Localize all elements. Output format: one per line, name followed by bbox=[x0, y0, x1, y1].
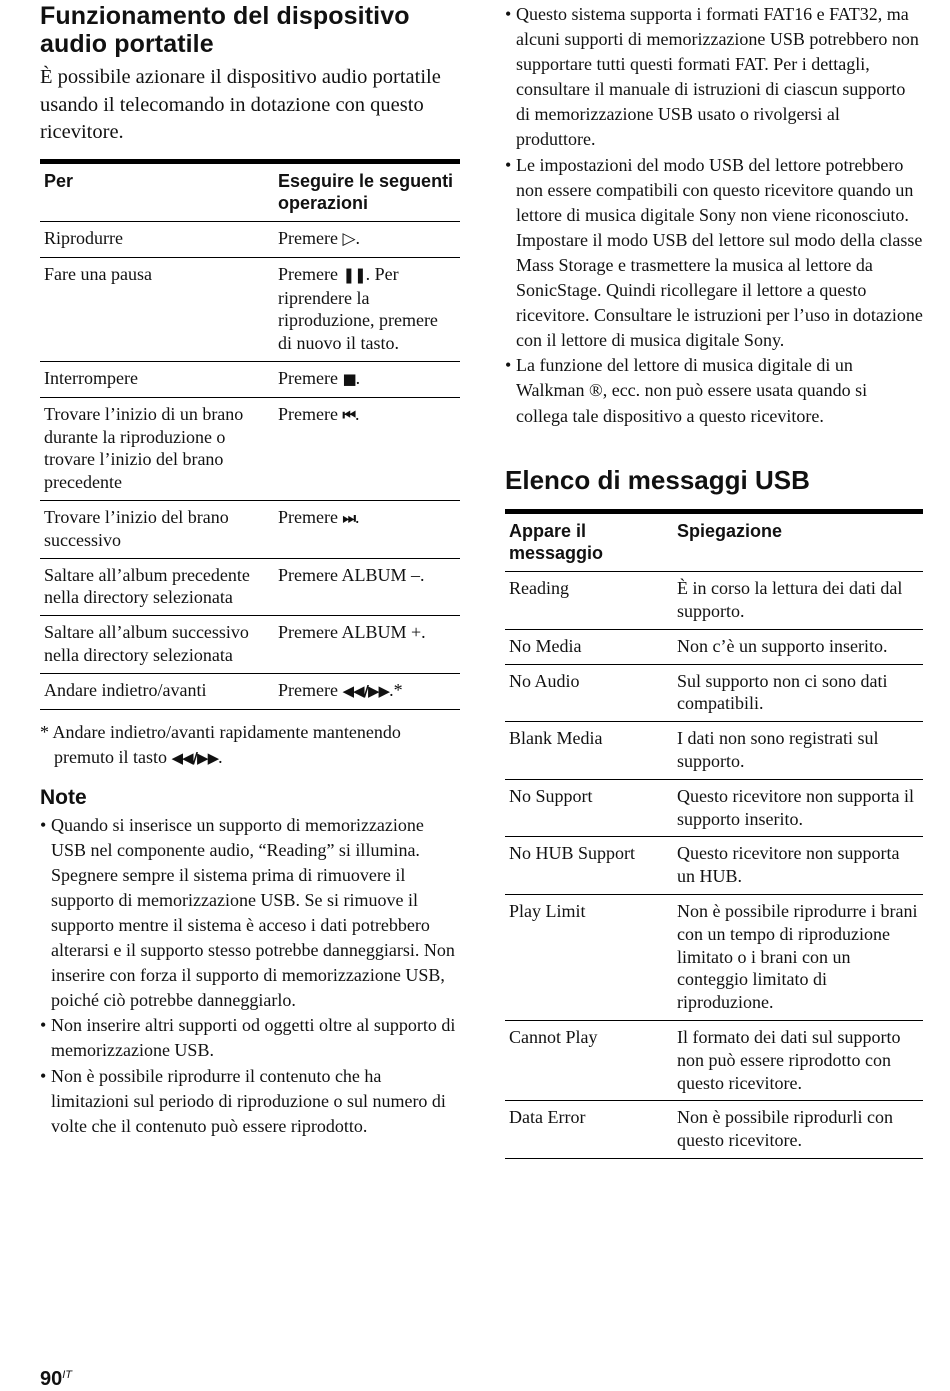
explanation-cell: I dati non sono registrati sul supporto. bbox=[677, 728, 879, 771]
section-title-portable-audio: Funzionamento del dispositivo audio portatile bbox=[40, 2, 410, 58]
operation-cell bbox=[274, 257, 460, 361]
message-cell: Data Error bbox=[509, 1107, 586, 1128]
note-heading: Note bbox=[40, 785, 87, 809]
operation-text: . bbox=[354, 507, 360, 528]
operation-cell: Premere ALBUM –. bbox=[278, 564, 425, 585]
explanation-cell: Questo ricevitore non supporta il supporto inserito. bbox=[677, 785, 914, 829]
table-row bbox=[40, 222, 460, 258]
message-cell: Play Limit bbox=[509, 900, 586, 921]
pause-icon: ❚❚ bbox=[342, 265, 366, 284]
table-row bbox=[40, 673, 460, 709]
column-header-explanation: Spiegazione bbox=[677, 520, 783, 541]
table-row bbox=[505, 837, 923, 895]
page-language-suffix: IT bbox=[62, 1369, 73, 1381]
explanation-cell: È in corso la lettura dei dati dal supporto. bbox=[677, 578, 903, 621]
table-row bbox=[505, 664, 923, 722]
rewind-forward-icon: ◀◀/▶▶ bbox=[342, 681, 390, 700]
operation-text: Premere bbox=[278, 368, 343, 389]
right-column bbox=[505, 2, 923, 1159]
footnote-text: . bbox=[218, 746, 223, 767]
next-icon: ⏭ bbox=[342, 509, 355, 528]
action-cell: Saltare all’album precedente nella directory selezionata bbox=[44, 564, 250, 608]
page-number bbox=[40, 1368, 72, 1391]
operation-cell bbox=[274, 362, 460, 398]
list-item: • Non inserire altri supporti od oggetti oltre al supporto di memorizzazione USB. bbox=[40, 1013, 460, 1063]
action-cell: Andare indietro/avanti bbox=[44, 679, 207, 700]
stop-icon: ■ bbox=[342, 370, 356, 389]
table-row bbox=[40, 501, 460, 559]
table-row bbox=[505, 779, 923, 837]
message-cell: No Audio bbox=[509, 670, 580, 691]
explanation-cell: Non è possibile riprodurre i brani con un tempo di riproduzione limitato o i brani con un conteggio limitato di riproduzione. bbox=[677, 900, 918, 1013]
operation-text: Premere bbox=[278, 679, 343, 700]
column-header-message: Appare il messaggio bbox=[509, 520, 604, 564]
left-column bbox=[40, 2, 460, 1139]
list-item: • Le impostazioni del modo USB del lettore potrebbero non essere compatibili con questo ricevitore quando un lettore di musica digitale Sony non viene riconosciuto. Impostare il modo USB del lettore sul modo della classe Mass Storage e trasmettere la musica al lettore da SonicStage. Quindi ricollegare il lettore a questo ricevitore. Consultare le istruzioni per l’uso in dotazione con il lettore di musica digitale Sony. bbox=[505, 153, 923, 354]
table-row bbox=[40, 362, 460, 398]
operation-text: . Per riprendere la riproduzione, premere di nuovo il tasto. bbox=[278, 263, 438, 354]
note-list bbox=[40, 813, 460, 1139]
action-cell: Riprodurre bbox=[44, 228, 123, 249]
action-cell: Interrompere bbox=[44, 368, 138, 389]
message-cell: Blank Media bbox=[509, 728, 603, 749]
operation-text: Premere bbox=[278, 403, 343, 424]
explanation-cell: Sul supporto non ci sono dati compatibili. bbox=[677, 670, 888, 714]
rewind-forward-icon: ◀◀/▶▶ bbox=[171, 748, 219, 767]
note-list-continued bbox=[505, 2, 923, 429]
operation-cell bbox=[274, 501, 460, 559]
table-row bbox=[505, 894, 923, 1020]
operation-text: Premere bbox=[278, 228, 343, 249]
table-row bbox=[505, 722, 923, 780]
footnote-text: * Andare indietro/avanti rapidamente mantenendo premuto il tasto bbox=[40, 721, 401, 767]
table-row bbox=[40, 397, 460, 500]
operation-cell bbox=[274, 222, 460, 258]
table-row bbox=[505, 572, 923, 630]
operation-text: . bbox=[355, 368, 361, 389]
list-item: • Quando si inserisce un supporto di memorizzazione USB nel componente audio, “Reading” si illumina. Spegnere sempre il sistema prima di rimuovere il supporto di memorizzazione USB. Se si rimuove il supporto mentre il sistema è acceso i dati potrebbero alterarsi e il supporto stesso potrebbe danneggiarsi. Non inserire con forza il supporto di memorizzazione USB, poiché ciò potrebbe danneggiarlo. bbox=[40, 813, 460, 1014]
operation-text: . bbox=[355, 228, 361, 249]
explanation-cell: Il formato dei dati sul supporto non può essere riprodotto con questo ricevitore. bbox=[677, 1026, 901, 1093]
column-header-operations: Eseguire le seguenti operazioni bbox=[278, 170, 454, 214]
table-row bbox=[40, 558, 460, 616]
table-row bbox=[40, 616, 460, 674]
operation-cell bbox=[274, 397, 460, 500]
page-number-value: 90 bbox=[40, 1368, 63, 1390]
play-icon: ▷ bbox=[342, 229, 356, 250]
intro-paragraph: È possibile azionare il dispositivo audio portatile usando il telecomando in dotazione con questo ricevitore. bbox=[40, 66, 441, 143]
column-header-per: Per bbox=[44, 170, 74, 191]
message-cell: Cannot Play bbox=[509, 1026, 598, 1047]
action-cell: Saltare all’album successivo nella directory selezionata bbox=[44, 622, 249, 666]
table-header-row bbox=[40, 161, 460, 222]
table-row bbox=[505, 1101, 923, 1159]
action-cell: Trovare l’inizio del brano successivo bbox=[44, 507, 229, 550]
table-row bbox=[40, 257, 460, 361]
explanation-cell: Non c’è un supporto inserito. bbox=[677, 635, 888, 656]
list-item: • Questo sistema supporta i formati FAT16 e FAT32, ma alcuni supporti di memorizzazione USB potrebbero non supportare tutti questi formati FAT. Per i dettagli, consultare il manuale di istruzioni di ciascun supporto di memorizzazione USB usato o rivolgersi al produttore. bbox=[505, 2, 923, 153]
operation-text: .* bbox=[389, 679, 403, 700]
operation-text: . bbox=[354, 403, 360, 424]
message-cell: Reading bbox=[509, 578, 569, 599]
explanation-cell: Non è possibile riprodurli con questo ricevitore. bbox=[677, 1107, 893, 1151]
remote-operations-table bbox=[40, 159, 460, 710]
table-row bbox=[505, 629, 923, 664]
operation-text: Premere bbox=[278, 507, 343, 528]
usb-messages-table bbox=[505, 509, 923, 1159]
message-cell: No Media bbox=[509, 635, 582, 656]
operation-text: Premere bbox=[278, 263, 343, 284]
table-header-row bbox=[505, 511, 923, 572]
action-cell: Trovare l’inizio di un brano durante la riproduzione o trovare l’inizio del brano precedente bbox=[44, 403, 244, 493]
operation-cell bbox=[274, 673, 460, 709]
message-cell: No HUB Support bbox=[509, 843, 636, 864]
operation-cell: Premere ALBUM +. bbox=[278, 622, 426, 643]
action-cell: Fare una pausa bbox=[44, 263, 152, 284]
list-item: • Non è possibile riprodurre il contenuto che ha limitazioni sul periodo di riproduzione o sul numero di volte che il contenuto può essere riprodotto. bbox=[40, 1064, 460, 1139]
table-footnote bbox=[40, 720, 460, 771]
message-cell: No Support bbox=[509, 785, 593, 806]
previous-icon: ⏮ bbox=[342, 405, 355, 424]
list-item: • La funzione del lettore di musica digitale di un Walkman ®, ecc. non può essere usata quando si collega tale dispositivo a questo ricevitore. bbox=[505, 353, 923, 428]
table-row bbox=[505, 1020, 923, 1100]
explanation-cell: Questo ricevitore non supporta un HUB. bbox=[677, 843, 900, 887]
section-title-usb-messages: Elenco di messaggi USB bbox=[505, 464, 810, 495]
